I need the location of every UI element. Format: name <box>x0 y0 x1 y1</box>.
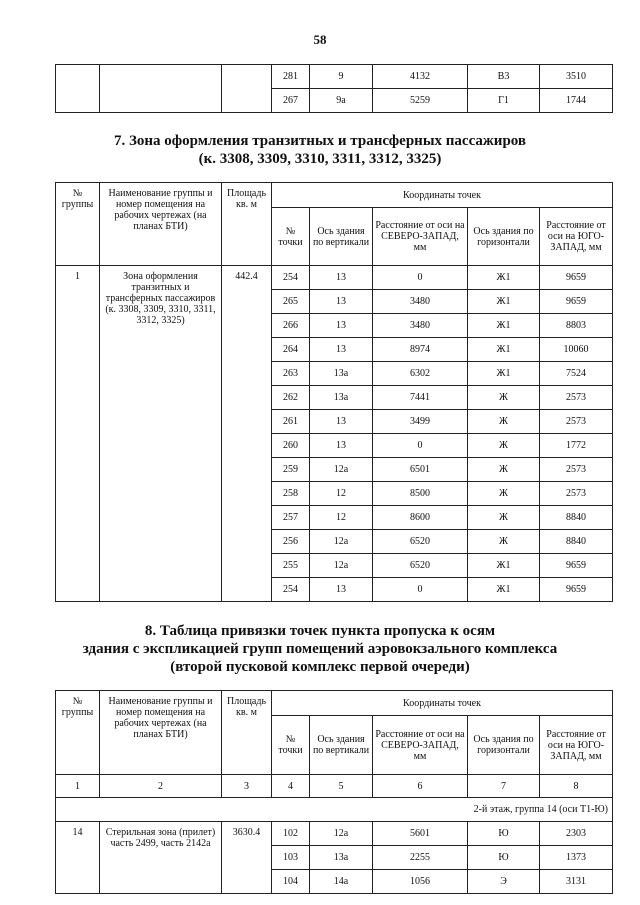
dist-nw-cell: 3480 <box>373 314 468 338</box>
point-no-cell: 255 <box>272 554 310 578</box>
point-no-header: № точки <box>272 208 310 266</box>
column-number: 7 <box>468 775 540 798</box>
area-header: Площадь кв. м <box>222 691 272 775</box>
column-number: 4 <box>272 775 310 798</box>
axis-horizontal-cell: Ж <box>468 434 540 458</box>
dist-sw-cell: 9659 <box>540 290 613 314</box>
group-name-cell: Зона оформления транзитных и трансферных пассажиров (к. 3308, 3309, 3310, 3311, 3312, 3325) <box>100 266 222 602</box>
axis-vertical-cell: 9 <box>310 65 373 89</box>
axis-horizontal-cell: Ж1 <box>468 554 540 578</box>
coords-header: Координаты точек <box>272 183 613 208</box>
area-cell: 442.4 <box>222 266 272 602</box>
dist-nw-cell: 6520 <box>373 530 468 554</box>
dist-nw-header: Расстояние от оси на СЕВЕРО-ЗАПАД, мм <box>373 208 468 266</box>
section-7-title: 7. Зона оформления транзитных и трансферных пассажиров (к. 3308, 3309, 3310, 3311, 3312, 3325) <box>113 133 527 167</box>
axis-vertical-cell: 13 <box>310 314 373 338</box>
dist-nw-cell: 2255 <box>373 846 468 870</box>
group-name-cell: Стерильная зона (прилет) часть 2499, часть 2142а <box>100 822 222 894</box>
dist-sw-cell: 1772 <box>540 434 613 458</box>
axis-vertical-cell: 13 <box>310 290 373 314</box>
point-no-cell: 264 <box>272 338 310 362</box>
axis-vertical-cell: 13 <box>310 410 373 434</box>
axis-horizontal-cell: Ж <box>468 458 540 482</box>
axis-horizontal-cell: Г1 <box>468 89 540 113</box>
column-number: 8 <box>540 775 613 798</box>
axis-vertical-cell: 12 <box>310 506 373 530</box>
dist-nw-cell: 6501 <box>373 458 468 482</box>
axis-horizontal-cell: Ю <box>468 846 540 870</box>
point-no-cell: 254 <box>272 578 310 602</box>
axis-vertical-header: Ось здания по вертикали <box>310 716 373 775</box>
checkpoint-coordinates-table <box>55 690 613 894</box>
dist-nw-cell: 0 <box>373 578 468 602</box>
area-header: Площадь кв. м <box>222 183 272 266</box>
axis-horizontal-cell: Э <box>468 870 540 894</box>
axis-vertical-cell: 9а <box>310 89 373 113</box>
axis-horizontal-cell: Ж <box>468 506 540 530</box>
column-number: 1 <box>56 775 100 798</box>
group-no-header: № группы <box>56 183 100 266</box>
point-no-cell: 260 <box>272 434 310 458</box>
point-no-cell: 254 <box>272 266 310 290</box>
point-no-cell: 281 <box>272 65 310 89</box>
point-no-cell: 266 <box>272 314 310 338</box>
table-header-row <box>56 183 613 208</box>
column-number: 5 <box>310 775 373 798</box>
column-number-row <box>56 775 613 798</box>
area-cell: 3630.4 <box>222 822 272 894</box>
group-no-header: № группы <box>56 691 100 775</box>
axis-vertical-cell: 12а <box>310 554 373 578</box>
coords-header: Координаты точек <box>272 691 613 716</box>
dist-sw-cell: 1744 <box>540 89 613 113</box>
table-row <box>56 822 613 846</box>
axis-horizontal-header: Ось здания по горизонтали <box>468 716 540 775</box>
dist-sw-cell: 3510 <box>540 65 613 89</box>
dist-sw-cell: 2303 <box>540 822 613 846</box>
dist-sw-cell: 2573 <box>540 410 613 434</box>
dist-nw-cell: 4132 <box>373 65 468 89</box>
dist-nw-cell: 5259 <box>373 89 468 113</box>
point-no-cell: 256 <box>272 530 310 554</box>
column-number: 6 <box>373 775 468 798</box>
dist-nw-cell: 3480 <box>373 290 468 314</box>
axis-vertical-cell: 13а <box>310 362 373 386</box>
axis-vertical-cell: 14а <box>310 870 373 894</box>
table-row <box>56 266 613 290</box>
axis-horizontal-cell: Ж1 <box>468 362 540 386</box>
dist-sw-cell: 8840 <box>540 530 613 554</box>
table-row <box>56 65 613 89</box>
dist-nw-cell: 0 <box>373 266 468 290</box>
subheader-row <box>56 798 613 822</box>
dist-sw-header: Расстояние от оси на ЮГО-ЗАПАД, мм <box>540 208 613 266</box>
group-name-header: Наименование группы и номер помещения на рабочих чертежах (на планах БТИ) <box>100 183 222 266</box>
page-number: 58 <box>313 32 327 47</box>
axis-vertical-header: Ось здания по вертикали <box>310 208 373 266</box>
dist-sw-cell: 8840 <box>540 506 613 530</box>
dist-sw-header: Расстояние от оси на ЮГО-ЗАПАД, мм <box>540 716 613 775</box>
dist-sw-cell: 9659 <box>540 578 613 602</box>
axis-horizontal-cell: Ж <box>468 410 540 434</box>
dist-sw-cell: 3131 <box>540 870 613 894</box>
group-no-cell: 14 <box>56 822 100 894</box>
dist-sw-cell: 2573 <box>540 386 613 410</box>
zone-coordinates-table <box>55 182 613 602</box>
column-number: 2 <box>100 775 222 798</box>
dist-nw-cell: 6302 <box>373 362 468 386</box>
dist-nw-cell: 0 <box>373 434 468 458</box>
axis-vertical-cell: 12а <box>310 458 373 482</box>
column-number: 3 <box>222 775 272 798</box>
table-header-row <box>56 691 613 716</box>
dist-nw-cell: 8500 <box>373 482 468 506</box>
axis-vertical-cell: 12а <box>310 530 373 554</box>
axis-vertical-cell: 13а <box>310 846 373 870</box>
dist-sw-cell: 8803 <box>540 314 613 338</box>
dist-nw-cell: 7441 <box>373 386 468 410</box>
point-no-cell: 261 <box>272 410 310 434</box>
dist-sw-cell: 2573 <box>540 458 613 482</box>
dist-sw-cell: 2573 <box>540 482 613 506</box>
point-no-cell: 103 <box>272 846 310 870</box>
dist-sw-cell: 1373 <box>540 846 613 870</box>
point-no-cell: 102 <box>272 822 310 846</box>
axis-vertical-cell: 13 <box>310 338 373 362</box>
axis-horizontal-cell: Ж <box>468 482 540 506</box>
dist-sw-cell: 7524 <box>540 362 613 386</box>
point-no-cell: 267 <box>272 89 310 113</box>
dist-nw-cell: 5601 <box>373 822 468 846</box>
point-no-cell: 259 <box>272 458 310 482</box>
axis-horizontal-cell: Ж1 <box>468 314 540 338</box>
axis-vertical-cell: 12 <box>310 482 373 506</box>
dist-nw-header: Расстояние от оси на СЕВЕРО-ЗАПАД, мм <box>373 716 468 775</box>
axis-horizontal-header: Ось здания по горизонтали <box>468 208 540 266</box>
axis-horizontal-cell: Ю <box>468 822 540 846</box>
axis-horizontal-cell: В3 <box>468 65 540 89</box>
axis-horizontal-cell: Ж1 <box>468 338 540 362</box>
axis-vertical-cell: 13 <box>310 266 373 290</box>
axis-horizontal-cell: Ж1 <box>468 266 540 290</box>
dist-sw-cell: 10060 <box>540 338 613 362</box>
group-name-header: Наименование группы и номер помещения на рабочих чертежах (на планах БТИ) <box>100 691 222 775</box>
point-no-cell: 263 <box>272 362 310 386</box>
dist-nw-cell: 3499 <box>373 410 468 434</box>
axis-vertical-cell: 13 <box>310 434 373 458</box>
continuation-table <box>55 64 613 113</box>
axis-vertical-cell: 12а <box>310 822 373 846</box>
dist-nw-cell: 8974 <box>373 338 468 362</box>
dist-nw-cell: 1056 <box>373 870 468 894</box>
point-no-cell: 258 <box>272 482 310 506</box>
point-no-cell: 104 <box>272 870 310 894</box>
point-no-cell: 265 <box>272 290 310 314</box>
axis-vertical-cell: 13 <box>310 578 373 602</box>
dist-nw-cell: 8600 <box>373 506 468 530</box>
group-no-cell: 1 <box>56 266 100 602</box>
point-no-cell: 257 <box>272 506 310 530</box>
axis-horizontal-cell: Ж <box>468 386 540 410</box>
dist-nw-cell: 6520 <box>373 554 468 578</box>
point-no-header: № точки <box>272 716 310 775</box>
dist-sw-cell: 9659 <box>540 554 613 578</box>
axis-horizontal-cell: Ж1 <box>468 578 540 602</box>
axis-horizontal-cell: Ж1 <box>468 290 540 314</box>
axis-horizontal-cell: Ж <box>468 530 540 554</box>
floor-group-subheader: 2-й этаж, группа 14 (оси Т1-Ю) <box>56 798 613 822</box>
section-8-title: 8. Таблица привязки точек пункта пропуска к осям здания с экспликацией групп помещений аэровокзального комплекса (второй пусковой комплекс первой очереди) <box>82 623 558 675</box>
point-no-cell: 262 <box>272 386 310 410</box>
dist-sw-cell: 9659 <box>540 266 613 290</box>
axis-vertical-cell: 13а <box>310 386 373 410</box>
